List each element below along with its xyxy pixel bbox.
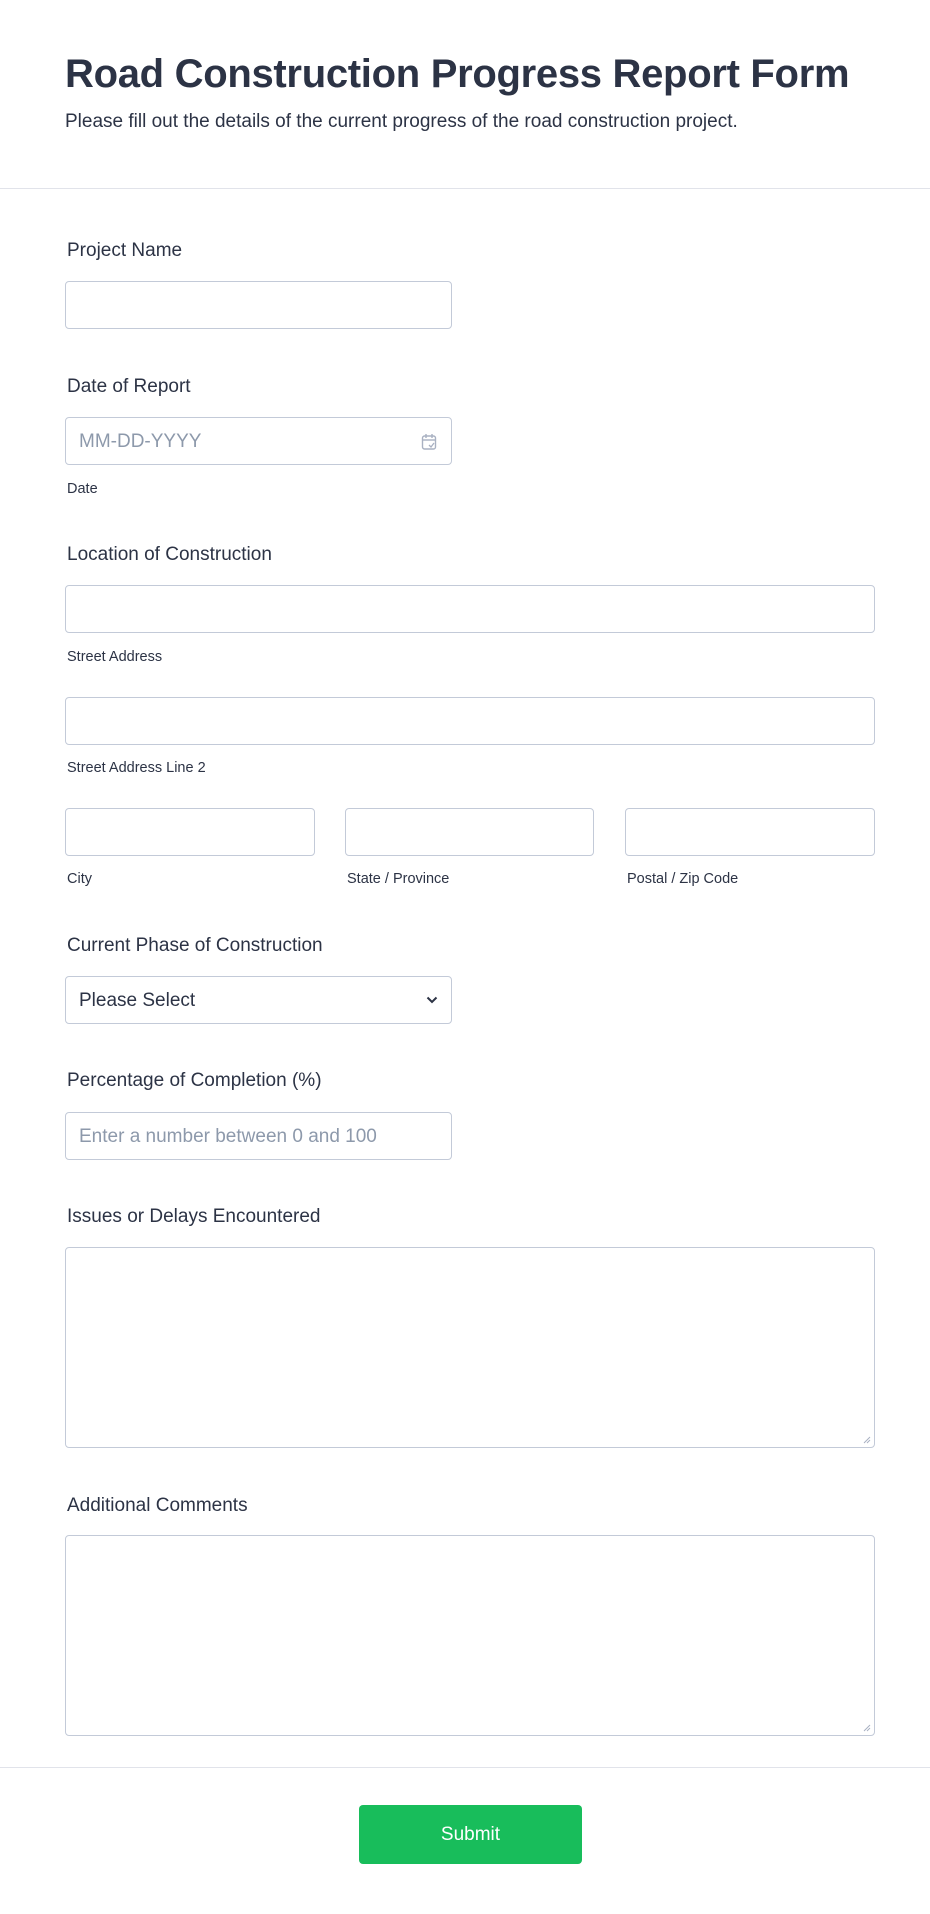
state-input[interactable] — [345, 808, 594, 856]
phase-label: Current Phase of Construction — [67, 935, 323, 956]
project-name-input[interactable] — [65, 281, 452, 329]
project-name-label: Project Name — [67, 240, 183, 261]
header-divider — [0, 188, 930, 189]
form-title: Road Construction Progress Report Form — [65, 52, 850, 96]
postal-code-sublabel: Postal / Zip Code — [627, 871, 739, 887]
postal-code-input[interactable] — [625, 808, 875, 856]
issues-label: Issues or Delays Encountered — [67, 1206, 321, 1227]
street-address-input[interactable] — [65, 585, 875, 633]
resize-handle-icon[interactable] — [862, 1435, 871, 1444]
date-sublabel: Date — [67, 481, 98, 497]
comments-label: Additional Comments — [67, 1495, 248, 1516]
street-address-line2-sublabel: Street Address Line 2 — [67, 760, 206, 776]
calendar-icon[interactable] — [421, 433, 437, 451]
street-address-line2-input[interactable] — [65, 697, 875, 745]
street-address-sublabel: Street Address — [67, 649, 163, 665]
issues-textarea[interactable] — [65, 1247, 875, 1448]
city-input[interactable] — [65, 808, 315, 856]
percentage-placeholder: Enter a number between 0 and 100 — [79, 1126, 377, 1147]
percentage-input[interactable] — [65, 1112, 452, 1160]
resize-handle-icon[interactable] — [862, 1723, 871, 1732]
form-subtitle: Please fill out the details of the current progress of the road construction project. — [65, 111, 738, 132]
date-input[interactable] — [65, 417, 452, 465]
percentage-label: Percentage of Completion (%) — [67, 1070, 322, 1091]
date-placeholder: MM-DD-YYYY — [79, 431, 202, 452]
date-of-report-label: Date of Report — [67, 376, 191, 397]
state-sublabel: State / Province — [347, 871, 450, 887]
comments-textarea[interactable] — [65, 1535, 875, 1736]
phase-selected-value: Please Select — [79, 990, 196, 1011]
submit-button[interactable]: Submit — [359, 1805, 582, 1864]
city-sublabel: City — [67, 871, 92, 887]
location-label: Location of Construction — [67, 544, 272, 565]
chevron-down-icon — [426, 996, 438, 1004]
footer-divider — [0, 1767, 930, 1768]
phase-select[interactable] — [65, 976, 452, 1024]
